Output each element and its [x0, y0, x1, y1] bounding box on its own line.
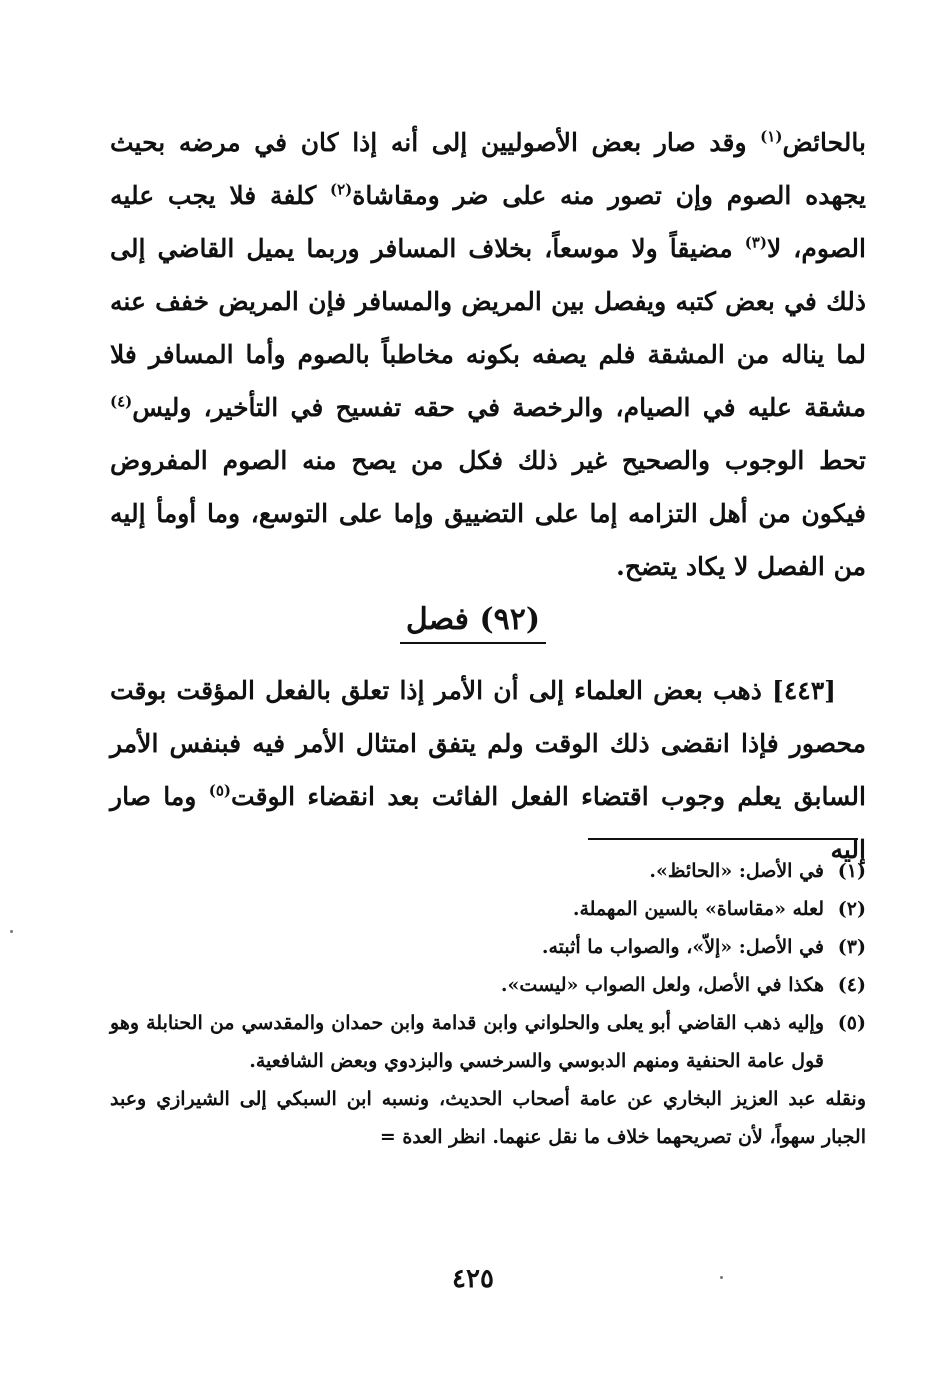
footnote-text: لعله «مقاساة» بالسين المهملة.	[572, 898, 824, 920]
footnote-text: في الأصل: «إلاّ»، والصواب ما أثبته.	[541, 936, 824, 958]
text-run: كلفة فلا يجب عليه الصوم، لا	[110, 181, 866, 263]
paragraph-1	[110, 116, 866, 593]
section-heading	[0, 600, 946, 644]
section-paragraph	[110, 664, 866, 876]
text-run: بالحائض	[782, 128, 866, 157]
footnote-ref-3: (٣)	[744, 233, 767, 252]
section-title: (٩٢) فصل	[400, 600, 546, 644]
footnote-text: في الأصل: «الحائظ».	[649, 860, 824, 882]
scan-speck	[720, 1276, 723, 1279]
scan-speck	[10, 930, 13, 933]
text-run: وقد صار بعض الأصوليين إلى أنه إذا كان في مرضه بحيث يجهده الصوم وإن تصور منه على ضر ومقاشاة	[110, 128, 866, 210]
page-number: ٤٢٥	[452, 1264, 494, 1294]
footnote-ref-5: (٥)	[208, 781, 232, 800]
text-run: مضيقاً ولا موسعاً، بخلاف المسافر وربما يميل القاضي إلى ذلك في بعض كتبه ويفصل بين المريض والمسافر فإن المريض خفف عنه لما يناله من المشقة فلم يصفه بكونه مخاطباً بالصوم وأما المسافر فلا مشقة عليه في الصيام، والرخصة في حقه تفسيح في التأخير، وليس	[110, 234, 866, 422]
text-run: [٤٤٣] ذهب بعض العلماء إلى أن الأمر إذا تعلق بالفعل المؤقت بوقت محصور فإذا انقضى ذلك الوقت ولم يتفق امتثال الأمر فيه فبنفس الأمر السابق يعلم وجوب اقتضاء الفعل الفائت بعد انقضاء الوقت	[110, 676, 866, 811]
text-run: وما صار إليه	[110, 782, 866, 864]
footnote-divider	[588, 838, 858, 840]
paragraph-2	[110, 664, 866, 876]
footnote-number: (٥)	[837, 1012, 866, 1034]
footnote-number: (٣)	[837, 936, 866, 958]
text-run: تحط الوجوب والصحيح غير ذلك فكل من يصح منه الصوم المفروض فيكون من أهل التزامه إما على التضييق وإما على التوسع، وما أومأ إليه من الفصل لا يكاد يتضح.	[110, 446, 866, 581]
main-paragraph	[110, 116, 866, 593]
footnote-5	[110, 1004, 866, 1080]
footnote-number: (٤)	[837, 974, 866, 996]
footnote-2	[110, 890, 866, 928]
footnote-ref-4: (٤)	[110, 392, 133, 411]
footnote-ref-1: (١)	[760, 127, 783, 146]
footnote-number: (٢)	[837, 898, 866, 920]
footnote-continuation: ونقله عبد العزيز البخاري عن عامة أصحاب الحديث، ونسبه ابن السبكي إلى الشيرازي وعبد الجبار سهواً، لأن تصريحهما خلاف ما نقل عنهما. انظر العدة =	[110, 1088, 866, 1148]
footnote-text: وإليه ذهب القاضي أبو يعلى والحلواني وابن قدامة وابن حمدان والمقدسي من الحنابلة وهو قول عامة الحنفية ومنهم الدبوسي والسرخسي والبزدوي وبعض الشافعية.	[110, 1012, 824, 1072]
footnote-1	[110, 852, 866, 890]
footnote-text: هكذا في الأصل، ولعل الصواب «ليست».	[500, 974, 824, 996]
footnote-4	[110, 966, 866, 1004]
footnote-3	[110, 928, 866, 966]
footnote-number: (١)	[837, 860, 866, 882]
footnote-ref-2: (٢)	[330, 180, 353, 199]
footnotes	[110, 852, 866, 1156]
